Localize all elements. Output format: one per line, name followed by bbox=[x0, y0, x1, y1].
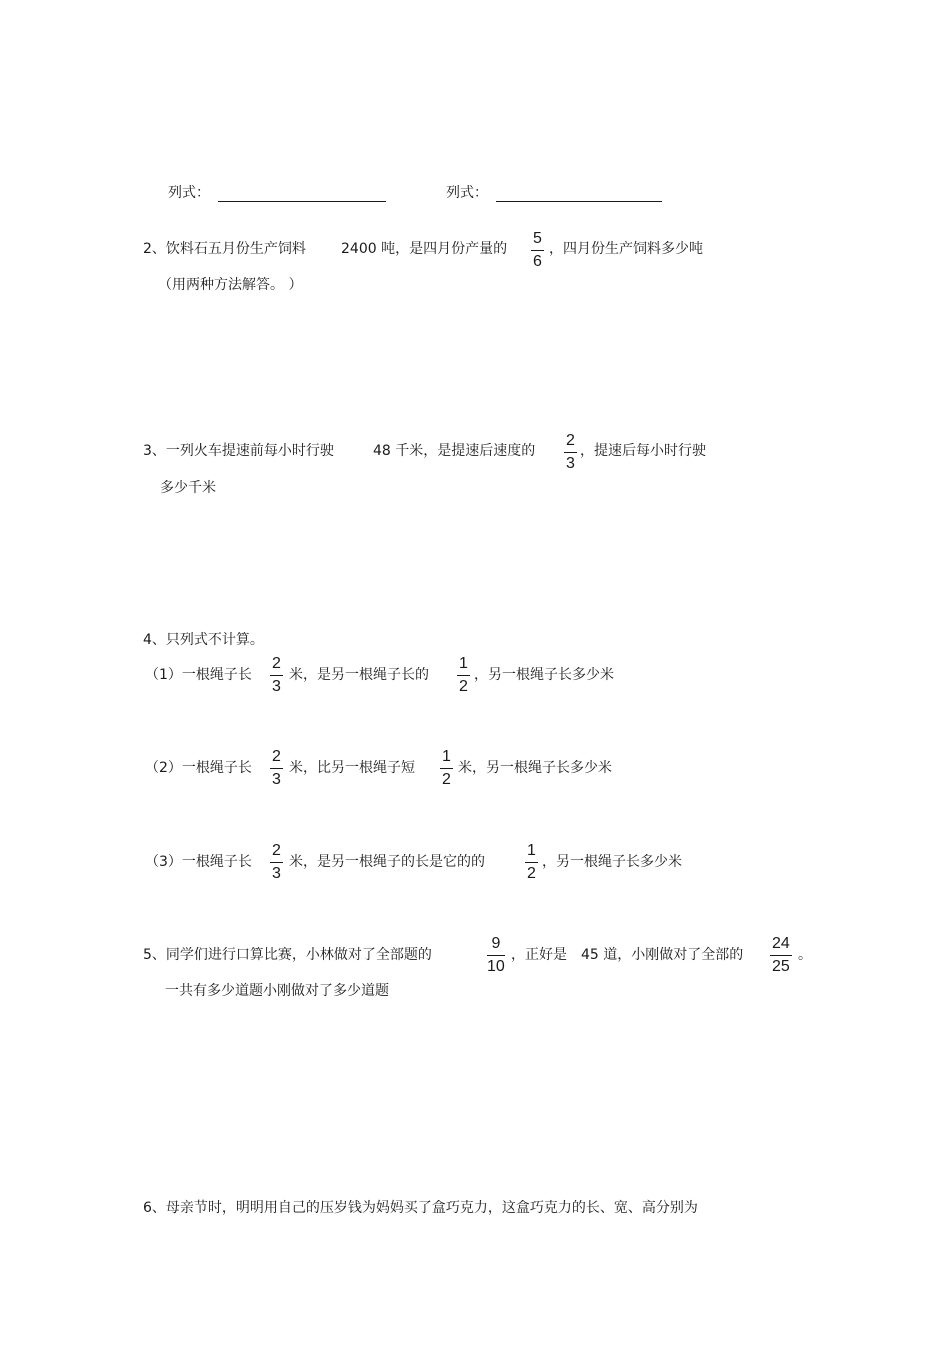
fraction-denominator: 25 bbox=[772, 958, 790, 975]
q3-text-part3: ，提速后每小时行驶 bbox=[580, 443, 706, 459]
fraction-denominator: 3 bbox=[272, 771, 281, 788]
q2-fraction-numerator: 5 bbox=[533, 230, 542, 247]
fraction-numerator: 1 bbox=[527, 842, 536, 859]
q4-s2-part1: （2）一根绳子长 bbox=[145, 760, 252, 776]
fraction-numerator: 2 bbox=[272, 655, 281, 672]
q4-s2-fraction1 bbox=[270, 749, 283, 788]
q4-s2-part3: 米，另一根绳子长多少米 bbox=[458, 760, 612, 776]
q2-text-part2: 2400 吨，是四月份产量的 bbox=[341, 241, 508, 257]
q4-s3-part1: （3）一根绳子长 bbox=[145, 854, 252, 870]
q4-s1-fraction1 bbox=[270, 656, 283, 695]
fraction-numerator: 2 bbox=[272, 748, 281, 765]
q2-text-part3: ，四月份生产饲料多少吨 bbox=[549, 241, 703, 257]
fraction-denominator: 3 bbox=[272, 678, 281, 695]
formula-label-left: 列式： bbox=[168, 185, 210, 201]
q4-s1-part3: ，另一根绳子长多少米 bbox=[474, 667, 614, 683]
fraction-numerator: 9 bbox=[491, 935, 501, 952]
q3-text-part1: 3、一列火车提速前每小时行驶 bbox=[143, 443, 334, 459]
q3-text-line2: 多少千米 bbox=[160, 480, 216, 496]
q2-fraction bbox=[531, 231, 544, 270]
formula-label-right: 列式： bbox=[446, 185, 488, 201]
fraction-numerator: 24 bbox=[772, 935, 790, 952]
fraction-numerator: 1 bbox=[442, 748, 451, 765]
q3-text-part2: 48 千米，是提速后速度的 bbox=[373, 443, 536, 459]
fraction-denominator: 2 bbox=[442, 771, 451, 788]
q3-fraction-denominator: 3 bbox=[566, 455, 575, 472]
formula-answer-line-left bbox=[218, 201, 386, 202]
q5-fraction2 bbox=[770, 936, 792, 975]
q5-text-part1: 5、同学们进行口算比赛，小林做对了全部题的 bbox=[143, 947, 432, 963]
fraction-denominator: 3 bbox=[272, 865, 281, 882]
formula-answer-line-right bbox=[496, 201, 662, 202]
fraction-numerator: 1 bbox=[459, 655, 468, 672]
fraction-denominator: 2 bbox=[527, 865, 536, 882]
q4-s2-part2: 米，比另一根绳子短 bbox=[289, 760, 415, 776]
q2-text-part1: 2、饮料石五月份生产饲料 bbox=[143, 241, 306, 257]
q5-text-part2: ，正好是 bbox=[511, 947, 567, 963]
fraction-denominator: 2 bbox=[459, 678, 468, 695]
q4-s1-part2: 米，是另一根绳子长的 bbox=[289, 667, 429, 683]
q4-s1-part1: （1）一根绳子长 bbox=[145, 667, 252, 683]
q2-instruction: （用两种方法解答。 ） bbox=[158, 277, 303, 293]
q4-s3-part2: 米，是另一根绳子的长是它的的 bbox=[289, 854, 485, 870]
q5-text-part4: 。 bbox=[798, 947, 812, 963]
q5-text-part3: 45 道，小刚做对了全部的 bbox=[581, 947, 744, 963]
q4-s2-fraction2 bbox=[440, 749, 453, 788]
q3-fraction-numerator: 2 bbox=[566, 432, 575, 449]
q6-text: 6、母亲节时，明明用自己的压岁钱为妈妈买了盒巧克力，这盒巧克力的长、宽、高分别为 bbox=[143, 1200, 698, 1216]
q4-s3-fraction2 bbox=[525, 843, 538, 882]
q4-s3-part3: ，另一根绳子长多少米 bbox=[542, 854, 682, 870]
q5-text-line2: 一共有多少道题小刚做对了多少道题 bbox=[165, 983, 389, 999]
fraction-numerator: 2 bbox=[272, 842, 281, 859]
q5-fraction1 bbox=[487, 936, 505, 975]
fraction-denominator: 10 bbox=[487, 958, 505, 975]
q4-s3-fraction1 bbox=[270, 843, 283, 882]
q2-fraction-denominator: 6 bbox=[533, 253, 542, 270]
q4-title: 4、只列式不计算。 bbox=[143, 632, 264, 648]
q4-s1-fraction2 bbox=[457, 656, 470, 695]
q3-fraction bbox=[564, 433, 577, 472]
